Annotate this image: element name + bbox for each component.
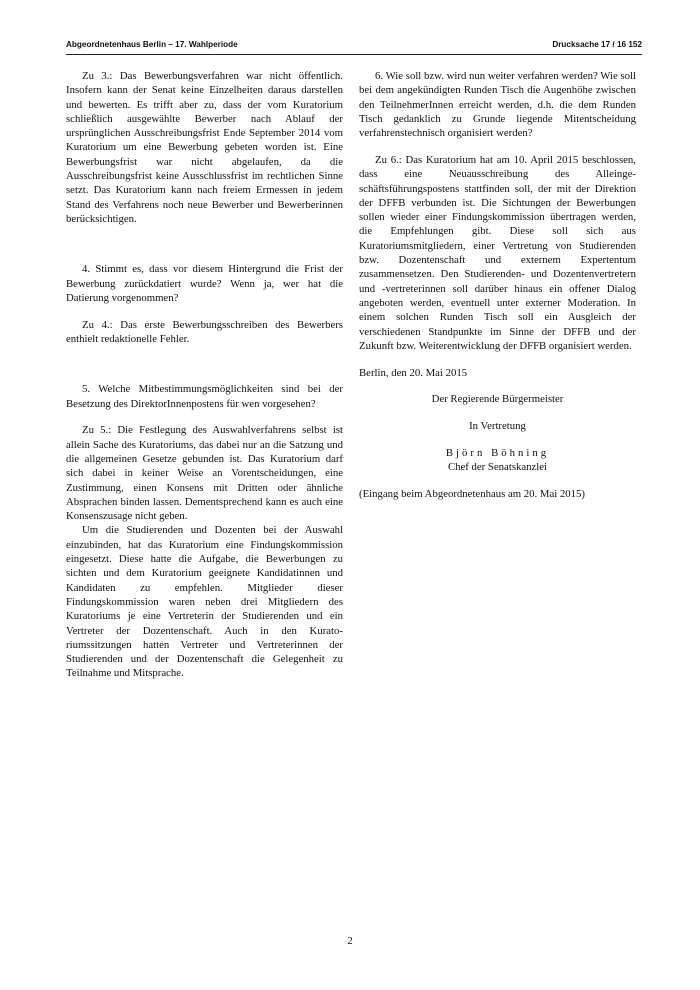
document-number: Drucksache 17 / 16 152 [552, 40, 642, 49]
signer-name: Björn Böhning [445, 447, 550, 460]
header-rule [66, 54, 642, 55]
answer-4: Zu 4.: Das erste Bewerbungsschreiben des Bewerbers enthielt redaktionelle Fehler. [66, 318, 343, 345]
page-header [66, 40, 642, 54]
question-5: 5. Welche Mitbestimmungsmöglichkeiten sind bei der Besetzung des DirektorInnenpostens für wen vorgesehen? [66, 383, 343, 410]
header-title: Abgeordnetenhaus Berlin – 17. Wahlperiode [66, 40, 238, 49]
left-column [66, 69, 343, 681]
question-6: 6. Wie soll bzw. wird nun weiter verfahren werden? Wie soll bei dem angekündigten Runden Tisch die Augenhöhe zwischen den TeilnehmerInnen erreicht werden, d.h. die dem Runden Tisch gedanklich zu Grunde liegende Mitentscheidung verfahrenstechnisch organisiert werden? [359, 70, 636, 140]
signer-title: Der Regierende Bürgermeister [431, 393, 564, 406]
in-vertretung: In Vertretung [469, 420, 526, 433]
answer-5-paragraph-1: Zu 5.: Die Festlegung des Auswahlverfahrens selbst ist allein Sache des Kuratoriums, das dabei nur an die Satzung und die allgemeinen Gesetze gebunden ist. Das Kuratorium darf sich dabei in keiner Weise an Vorentscheidungen, eine Zustimmung, einen Konsens mit Dritten oder ähnliche Absprachen binden lassen. Dementsprechend kann es auch eine Konsenszusage nicht geben. [66, 424, 343, 523]
date-line: Berlin, den 20. Mai 2015 [359, 366, 468, 379]
answer-6: Zu 6.: Das Kuratorium hat am 10. April 2015 beschlossen, dass eine Neuausschreibung des Alleingeschäftsführungspostens stattfinden soll, der mit der Direktion der DFFB verbunden ist. Die Sichtungen der Bewerbungen sollen wieder einer Findungskommission übertragen werden, die Empfehlungen gibt. Diese soll sich aus Kuratoriumsmitgliedern, einer Vertretung von Studierenden bzw. Dozentenschaft und externem Expertentum zusammensetzen. Den Studierenden- und Dozentenvertretern und -vertreterinnen soll darüber hinaus ein offener Dialog angeboten werden, eventuell unter externer Moderation. In einem solchen Runden Tisch soll ein Ausgleich der verschiedenen Standpunkte im Sinne der DFFB und der Zukunft bzw. Weiterentwicklung der DFFB organisiert werden. [359, 153, 636, 352]
receipt-note: (Eingang beim Abgeordnetenhaus am 20. Mai 2015) [359, 488, 585, 501]
signer-role: Chef der Senatskanzlei [447, 461, 548, 474]
answer-5-paragraph-2: Um die Studierenden und Dozenten bei der Auswahl einzubinden, hat das Kuratorium eine Findungskommission eingesetzt. Diese hatte die Aufgabe, die Bewerbungen zu sichten und dem Kuratorium geeignete Kandidatinnen und Kandidaten zu empfehlen. Mitglieder dieser Findungskommission waren neben drei Mitgliedern des Kuratoriums je eine Vertreterin der Studierenden und ein Vertreter der Dozentenschaft. Auch in den Kuratoriumssitzungen hatten Vertreter und Vertreterinnen der Studierenden und der Dozentenschaft die Gelegenheit zu Teilnahme und Mitsprache. [66, 524, 343, 680]
answer-3: Zu 3.: Das Bewerbungsverfahren war nicht öffentlich. Insofern kann der Senat keine Einzelheiten daraus darstellen und bewerten. Es trifft aber zu, dass der vom Kuratorium schließlich ausgewählte Bewerber nach Ablauf der ursprünglichen Ausschreibungsfrist Ende September 2014 vom Kuratorium um eine Bewerbung gebeten worden ist. Eine Bewerbungsfrist war nicht abgelaufen, da die Ausschreibungsfrist keine Ausschlussfrist im rechtlichen Sinne setzt. Das Kuratorium kann nach freiem Ermessen in jedem Stand des Verfahrens noch neue Bewerber und Bewerberinnen berücksichtigen. [66, 70, 343, 225]
right-column [359, 69, 636, 501]
page-number: 2 [347, 935, 353, 947]
question-4: 4. Stimmt es, dass vor diesem Hintergrund die Frist der Bewerbung zurückdatiert wurde? Wenn ja, wer hat die Datierung vorgenommen? [66, 263, 343, 304]
